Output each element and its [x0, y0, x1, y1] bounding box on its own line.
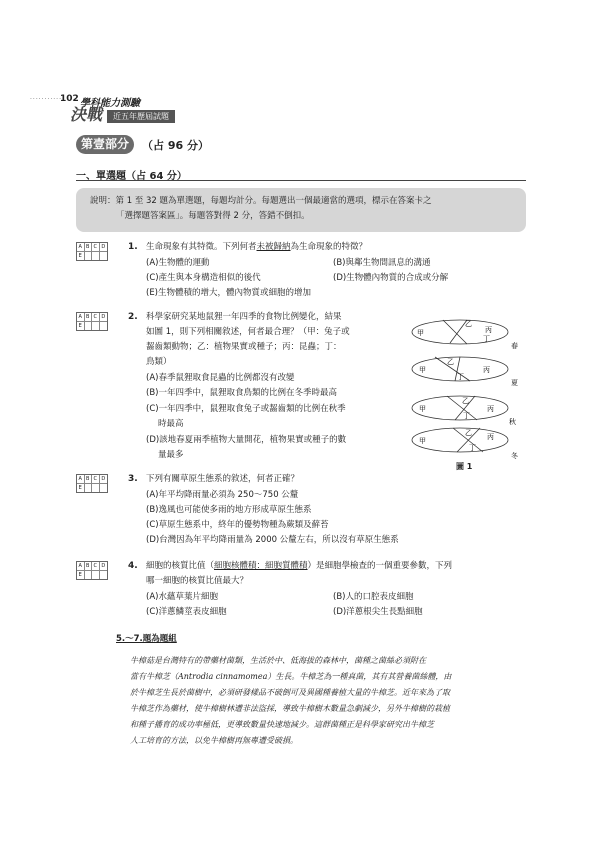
option: (B)一年四季中，鼠狸取食鳥類的比例在冬季時最高: [146, 388, 337, 398]
figure-caption: 圖 1: [456, 462, 473, 471]
wedge-label: 甲: [417, 329, 424, 337]
question-group-title: 5.～7.題為題組: [116, 634, 177, 644]
option: (A)春季鼠狸取食昆蟲的比例都沒有改變: [146, 373, 295, 383]
answer-grid: A B C D E: [76, 242, 108, 261]
question-stem-line: 科學家研究某地鼠狸一年四季的食物比例變化，結果: [146, 312, 342, 322]
question-number: 3.: [128, 474, 138, 484]
season-ellipse-winter: [412, 428, 518, 460]
option: (D)洋蔥根尖生長點細胞: [333, 607, 423, 617]
option: (A)生物體的運動: [146, 258, 210, 268]
wedge-label: 丙: [487, 405, 494, 413]
option: (A)水蘊草葉片細胞: [146, 592, 218, 602]
section-score: （占 96 分）: [142, 139, 209, 152]
passage-line: 於牛樟芝生長於菌樹中，必須研發樣品不破倒可及異國種養植大量的牛樟芝。近年來為了取: [130, 688, 450, 697]
passage-line: 人工培育的方法，以免牛樟樹再無專遭受破損。: [130, 736, 298, 745]
instructions-line-1: 說明：第 1 至 32 題為單選題，每題均計分。每題選出一個最適當的選項，標示在答案卡之: [90, 196, 432, 206]
wedge-label: 乙: [465, 429, 472, 437]
series-logo: 決戰: [70, 105, 103, 124]
wedge-label: 丁: [463, 412, 470, 420]
question-number: 2.: [128, 312, 138, 322]
wedge-label: 乙: [447, 358, 454, 366]
subsection-divider: [76, 180, 526, 181]
header-leader-dots: ············: [30, 96, 65, 103]
season-ellipse-spring: [412, 320, 518, 350]
instructions-line-2: 「選擇題答案區」。每題答對得 2 分，答錯不倒扣。: [116, 211, 310, 221]
subsection-title: 一、單選題（占 64 分）: [76, 171, 187, 182]
wedge-label: 丁: [469, 444, 476, 452]
section-title: 第壹部分: [76, 135, 134, 154]
wedge-label: 甲: [419, 405, 426, 413]
option: (C)洋蔥鱗莖表皮細胞: [146, 607, 227, 617]
passage-line: 和種子播育的成功率極低，更導致數量快速地減少。這群菌種正是科學家研究出牛樟芝: [130, 720, 434, 729]
page-number: 102: [60, 94, 79, 104]
option: (D)該地春夏兩季植物大量開花，植物果實或種子的數: [146, 435, 347, 445]
option: (D)台灣因為年平均降雨量為 2000 公釐左右，所以沒有草原生態系: [146, 535, 399, 545]
option: (C)草原生態系中，終年的優勢物種為蕨類及蘚苔: [146, 520, 329, 530]
season-label: 秋: [509, 418, 516, 426]
question-stem: 細胞的核質比值（細胞核體積：細胞質體積）是細胞學檢查的一個重要參數，下列: [146, 561, 453, 571]
figure-1-diet-diagram: [405, 312, 525, 462]
option: (E)生物體積的增大，體內物質或細胞的增加: [146, 288, 312, 298]
option-continued: 時最高: [158, 419, 184, 429]
option: (C)一年四季中，鼠狸取食兔子或齧齒類的比例在秋季: [146, 404, 346, 414]
wedge-label: 甲: [419, 437, 426, 445]
season-label: 冬: [511, 452, 518, 460]
option: (D)生物體內物質的合成或分解: [333, 273, 449, 283]
passage-line: 當有牛樟芝（Antrodia cinnamomea）生長。牛樟芝為一種真菌，其有其營養菌絲體，由: [130, 672, 452, 681]
wedge-label: 丙: [483, 366, 490, 374]
answer-grid: A B C D E: [76, 474, 108, 493]
passage-line: 牛樟芝作為藥材，使牛樟樹林遭非法盜採，導致牛樟樹木數量急劇減少，另外牛樟樹的栽植: [130, 704, 450, 713]
option: (B)與鄰生物間訊息的溝通: [333, 258, 431, 268]
reading-passage: [130, 653, 525, 749]
question-stem-line: 齧齒類動物；乙：植物果實或種子；丙：昆蟲；丁：: [146, 342, 342, 352]
wedge-label: 丁: [483, 335, 490, 343]
season-label: 夏: [511, 379, 518, 387]
series-title: 學科能力測驗: [80, 98, 140, 109]
wedge-label: 丙: [487, 433, 494, 441]
option: (B)逸風也可能使多雨的地方形成草原生態系: [146, 505, 312, 515]
wedge-label: 甲: [419, 366, 426, 374]
wedge-label: 丁: [457, 373, 464, 381]
passage-line: 牛樟菇是台灣特有的帶藥材菌類，生活於中、低海拔的森林中，菌種之菌絲必須附在: [130, 656, 426, 665]
option: (B)人的口腔表皮細胞: [333, 592, 414, 602]
season-ellipse-summer: [412, 357, 518, 387]
option: (A)年平均降雨量必須為 250～750 公釐: [146, 490, 299, 500]
wedge-label: 丙: [485, 326, 492, 334]
question-stem-line: 哪一細胞的核質比值最大？: [146, 576, 249, 586]
question-number: 1.: [128, 242, 138, 252]
answer-grid: A B C D E: [76, 312, 108, 331]
season-ellipse-autumn: [412, 396, 516, 426]
question-stem: 生命現象有其特徵。下列何者未被歸納為生命現象的特徵？: [146, 242, 368, 252]
question-number: 4.: [128, 561, 138, 571]
answer-grid: A B C D E: [76, 561, 108, 580]
header-tag: 近五年歷屆試題: [107, 110, 175, 123]
question-stem: 下列有關草原生態系的敘述，何者正確？: [146, 474, 300, 484]
wedge-label: 乙: [462, 397, 469, 405]
question-stem-line: 如圖 1，則下列相關敘述，何者最合理？（甲：兔子或: [146, 327, 350, 337]
option-continued: 量最多: [158, 450, 184, 460]
question-stem-line: 鳥類）: [146, 357, 172, 367]
wedge-label: 乙: [465, 320, 472, 328]
season-label: 春: [511, 342, 518, 350]
option: (C)產生與本身構造相似的後代: [146, 273, 261, 283]
